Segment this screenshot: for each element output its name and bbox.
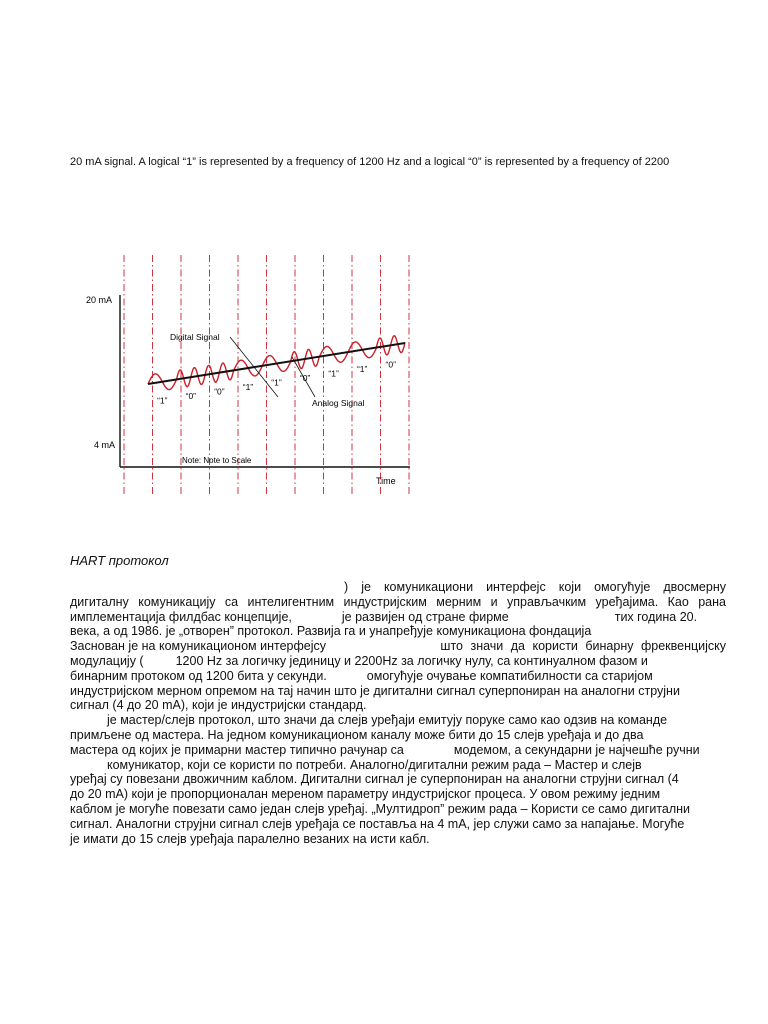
x-axis-label: Time xyxy=(376,476,396,486)
body-line: уређај су повезани двожичним каблом. Дигитални сигнал је суперпониран на аналогни струјни сигнал (4 xyxy=(70,772,679,787)
bit-label: “1” xyxy=(271,377,282,388)
y-top-label: 20 mA xyxy=(86,295,113,305)
body-text xyxy=(70,580,726,846)
body-line: модулацију ( 1200 Hz за логичку јединицу и 2200Hz за логичку нулу, са континуалном фазом и xyxy=(70,653,648,668)
section-heading: HART протокол xyxy=(70,553,169,568)
body-line: комуникатор, који се користи по потреби. Аналогно/дигитални режим рада – Мастер и слејв xyxy=(107,757,642,772)
body-line: бинарним протоком од 1200 бита у секунди. омогућује очување компатибилности са старијом xyxy=(70,668,653,683)
bit-label: “1” xyxy=(356,363,368,374)
body-line: мастера од којих је примарни мастер типично рачунар са модемом, а секундарни је најчешће ручни xyxy=(70,742,700,757)
body-line: каблом је могуће повезати само један слејв уређај. „Мултидроп” режим рада – Користи се само дигитални xyxy=(70,801,691,816)
body-line: је мастер/слејв протокол, што значи да слејв уређаји емитују поруке само као одзив на команде xyxy=(107,713,668,728)
body-line: дигиталну комуникацију са интелигентним индустријским мерним и управљачким уређајима. Као рана xyxy=(70,594,726,609)
bit-label: “1” xyxy=(242,382,254,393)
intro-paragraph: 20 mA signal. A logical “1” is represented by a frequency of 1200 Hz and a logical “0” is represented by a frequency of 2200 xyxy=(70,156,670,168)
bit-label: “0” xyxy=(214,386,225,397)
body-line: примљене од мастера. На једном комуникационом каналу може бити до 15 слејв уређаја и до два xyxy=(70,727,644,742)
scale-note: Note: Note to Scale xyxy=(182,456,252,465)
body-line: сигнал. Аналогни струјни сигнал слејв уређаја се поставља на 4 mA, јер служи само за напајање. Могуће xyxy=(70,816,685,831)
body-line: имплементација филдбас концепције, је развијен од стране фирме тих година 20. xyxy=(70,609,698,624)
hart-signal-figure xyxy=(60,255,410,495)
bit-label: “1” xyxy=(328,368,339,379)
body-line: до 20 mA) који је пропорционалан мереном параметру индустријског процеса. У овом режиму једним xyxy=(70,787,661,802)
y-bottom-label: 4 mA xyxy=(94,440,116,450)
body-line: индустријском мерном опремом на тај начин што је дигитални сигнал суперпониран на аналогни струјни xyxy=(70,683,680,698)
body-line: века, а од 1986. је „отворен” протокол. Развија га и унапређује комуникациона фондација xyxy=(70,624,592,639)
bit-boundary-lines xyxy=(124,255,409,495)
body-line: је имати до 15 слејв уређаја паралелно везаних на исти кабл. xyxy=(70,831,430,846)
digital-signal-label: Digital Signal xyxy=(170,332,220,342)
analog-signal-label: Analog Signal xyxy=(312,398,365,408)
bit-label: “0” xyxy=(185,391,197,402)
body-line: сигнал (4 до 20 mA), који је индустријски стандард. xyxy=(70,698,367,713)
body-line: Заснован је на комуникационом интерфејсу што значи да користи бинарну фреквенцијску xyxy=(70,639,726,654)
body-line: ) је комуникациони интерфејс који омогућује двосмерну xyxy=(344,580,726,594)
bit-label: “0” xyxy=(299,372,311,383)
digital-label-pointer xyxy=(230,337,278,397)
bit-label: “0” xyxy=(385,359,396,370)
bit-label: “1” xyxy=(157,395,168,406)
